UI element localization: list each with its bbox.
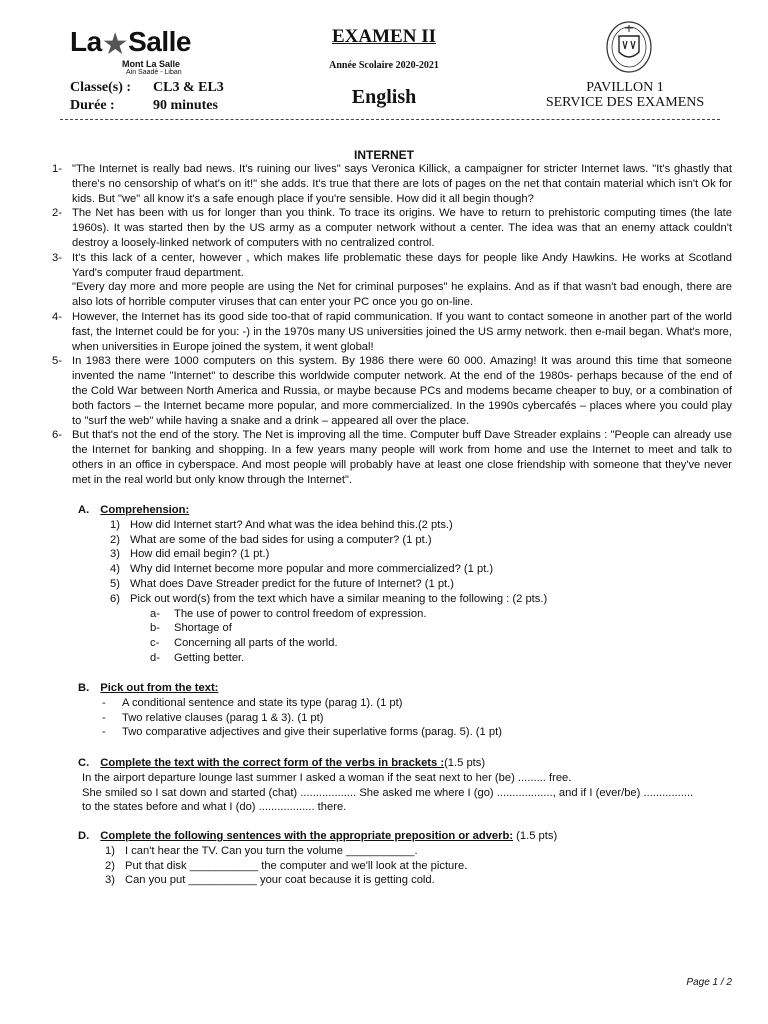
section-c-heading: C. Complete the text with the correct form of the verbs in brackets :(1.5 pts)	[78, 757, 486, 769]
star-icon: ★	[101, 28, 129, 61]
paragraph-1: 1- "The Internet is really bad news. It's ruining our lives" says Veronica Killick, a campaigner for stricter Internet laws. "It's ghastly that there's no censorship of what's on it!" she adds. It's true that there are lots of pages on the net that contain material which isn't Ok for kids. But "we" all know it's a safe enough place if you're sensible. How did it all begin though?	[52, 163, 732, 205]
b-item-3: - Two comparative adjectives and give their superlative forms (parag. 5). (1 pt)	[102, 726, 502, 739]
question-5: 5) What does Dave Streader predict for the future of Internet? (1 pt.)	[110, 577, 454, 590]
c-line-2: She smiled so I sat down and started (chat) .................. She asked me where I (go) .................., and if I (ever/be) ................	[82, 786, 694, 799]
section-c	[78, 756, 738, 815]
exam-title: EXAMEN II	[332, 26, 436, 47]
c-line-3: to the states before and what I (do) .................. there.	[82, 801, 347, 814]
section-a	[78, 503, 698, 666]
paragraph-6: 6- But that's not the end of the story. The Net is improving all the time. Computer buff Dave Streader explains : "People can already use the Internet for banking and shopping. In a few years many people will work from home and use the Internet to meet and talk to others in an office in cyberspace. And most people will probably have at least one close friendship with someone that they've never met in the real world but only know through the Internet".	[52, 429, 732, 486]
logo-subtitle: Mont La Salle	[122, 59, 181, 69]
header-divider	[60, 119, 720, 120]
question-2: 2) What are some of the bad sides for using a computer? (1 pt.)	[110, 533, 432, 546]
sub-item-b: b- Shortage of	[150, 622, 232, 635]
d-item-1: 1) I can't hear the TV. Can you turn the volume ___________.	[105, 844, 418, 857]
question-1: 1) How did Internet start? And what was the idea behind this.(2 pts.)	[110, 518, 453, 531]
paragraph-3-cont: "Every day more and more people are using the Net for criminal purposes" he explains. And as if that wasn't bad enough, there are also lots of horrible computer viruses that can enter your PC once you go on-line.	[72, 281, 732, 309]
d-item-3: 3) Can you put ___________ your coat because it is getting cold.	[105, 874, 435, 887]
paragraph-4: 4- However, the Internet has its good side too-that of rapid communication. If you want to contact someone in another part of the world fast, the Internet could be for you: -) in the 1970s many US universities joined the US army network. then e-mail began. What's more, when universities in Europe joined the system, it went global!	[52, 310, 732, 353]
section-d-heading: D. Complete the following sentences with the appropriate preposition or adverb: (1.5 pts)	[78, 830, 558, 842]
section-c-text	[82, 771, 738, 815]
b-item-1: - A conditional sentence and state its type (parag 1). (1 pt)	[102, 696, 403, 709]
subject-title: English	[351, 86, 417, 108]
section-a-questions	[110, 518, 698, 666]
duration-label: Durée :	[70, 98, 115, 113]
sub-item-a: a- The use of power to control freedom of expression.	[150, 607, 427, 620]
school-year: Année Scolaire 2020-2021	[329, 60, 439, 71]
service-label: SERVICE DES EXAMENS	[545, 95, 705, 110]
paragraph-5: 5- In 1983 there were 1000 computers on this system. By 1986 there were 60 000. Amazing! It was around this time that someone invented the name "Internet" to describe this worldwide computer network. At the end of the 1980s- perhaps because of the end of the Cold War between North America and Russia, or maybe because PCs and modems became cheaper to buy, or a combination of both factors – the Internet became more popular, and more commercialized. In the 1990s cybercafés – places where you could play to "surf the web" while having a snake and a drink – appeared all over the place.	[52, 355, 732, 427]
logo-salle: Salle	[128, 26, 191, 57]
section-a-heading: A. Comprehension:	[78, 504, 190, 516]
paragraph-3: 3- It's this lack of a center, however , which makes life problematic these days for people like Andy Hawkins. He works at Scotland Yard's computer fraud department.	[52, 251, 732, 279]
sub-item-c: c- Concerning all parts of the world.	[150, 637, 338, 650]
section-b-heading: B. Pick out from the text:	[78, 682, 219, 694]
logo-la: La	[70, 26, 102, 57]
section-b	[78, 681, 698, 740]
section-d-items	[105, 844, 738, 888]
duration-value: 90 minutes	[153, 98, 218, 113]
c-line-1: In the airport departure lounge last summer I asked a woman if the seat next to her (be) ......... free.	[82, 771, 572, 784]
pavilion-block	[540, 80, 710, 110]
d-item-2: 2) Put that disk ___________ the computer and we'll look at the picture.	[105, 859, 468, 872]
class-label: Classe(s) :	[70, 80, 132, 95]
logo-location: Ain Saadé - Liban	[126, 69, 182, 76]
b-item-2: - Two relative clauses (parag 1 & 3). (1 pt)	[102, 711, 324, 724]
reading-passage	[52, 162, 732, 488]
text-title: INTERNET	[354, 148, 414, 162]
question-6: 6) Pick out word(s) from the text which have a similar meaning to the following : (2 pts.)	[110, 592, 548, 605]
page-number: Page 1 / 2	[686, 977, 732, 988]
sub-item-d: d- Getting better.	[150, 651, 245, 664]
question-3: 3) How did email begin? (1 pt.)	[110, 548, 270, 561]
paragraph-2: 2- The Net has been with us for longer than you think. To trace its origins. We have to return to prehistoric computing times (the late 1960s). It was started then by the US army as a computer network without a center. The idea was that an enemy attack couldn't destroy a loosely-linked network of computers with no centralized control.	[52, 207, 732, 249]
section-b-items	[102, 696, 698, 740]
pavilion-label: PAVILLON 1	[586, 80, 664, 95]
section-d	[78, 829, 738, 888]
class-value: CL3 & EL3	[153, 80, 224, 95]
question-6-items	[150, 607, 698, 666]
question-4: 4) Why did Internet become more popular and more commercialized? (1 pt.)	[110, 563, 494, 576]
school-seal-icon	[604, 20, 654, 74]
